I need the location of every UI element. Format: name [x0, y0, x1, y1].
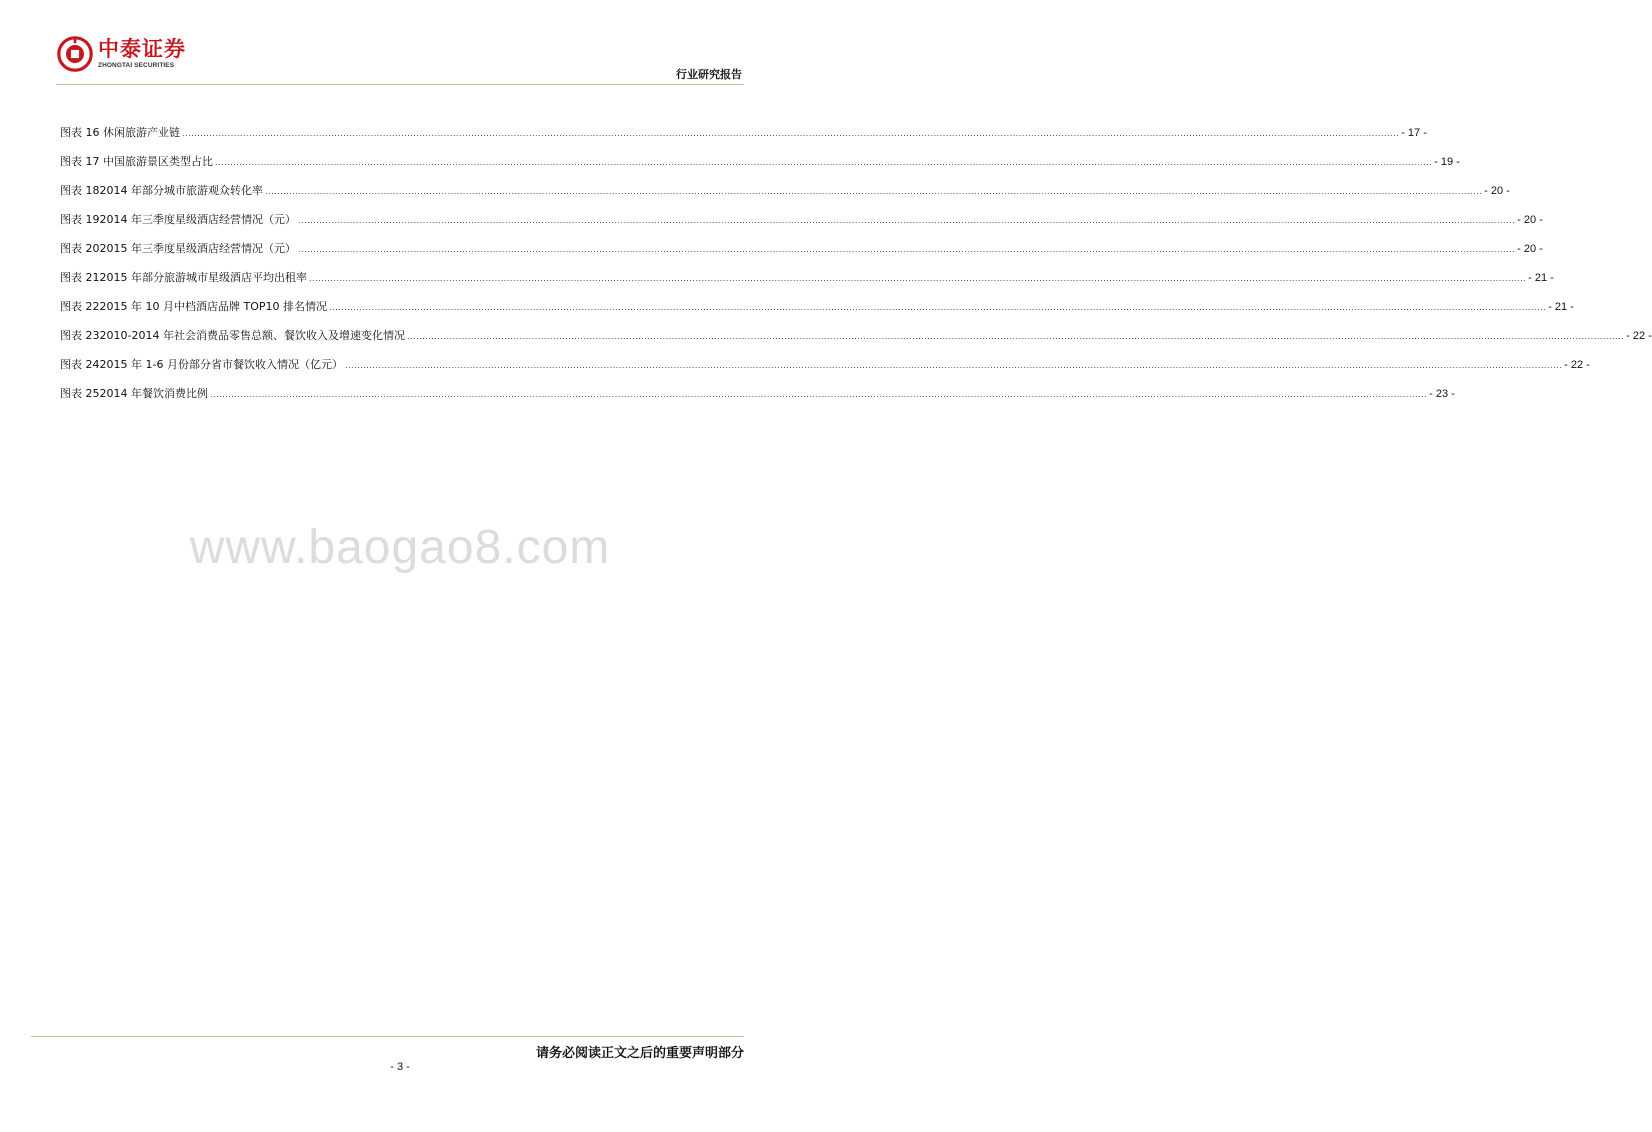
- figure-list-item[interactable]: [60, 298, 1574, 327]
- figure-page: - 22 -: [1564, 359, 1590, 371]
- figure-title: 图表 202015 年三季度星级酒店经营情况（元）: [60, 242, 296, 255]
- figure-title: 图表 212015 年部分旅游城市星级酒店平均出租率: [60, 271, 307, 284]
- figure-title: 图表 192014 年三季度星级酒店经营情况（元）: [60, 213, 296, 226]
- logo-english-name: ZHONGTAI SECURITIES: [98, 61, 175, 69]
- figure-page: - 17 -: [1401, 127, 1427, 139]
- dot-leader: ................................................................................................................................................................................................................................................................................................................................................................................................................: [182, 129, 1400, 138]
- figure-list-item[interactable]: [60, 327, 1652, 356]
- figure-page: - 21 -: [1528, 272, 1554, 284]
- figure-title: 图表 182014 年部分城市旅游观众转化率: [60, 184, 263, 197]
- figure-page: - 22 -: [1626, 330, 1652, 342]
- figure-page: - 19 -: [1434, 156, 1460, 168]
- figure-list-item[interactable]: [60, 269, 1554, 298]
- disclaimer-text: 请务必阅读正文之后的重要声明部分: [535, 1046, 744, 1061]
- dot-leader: ................................................................................................................................................................................................................................................................................................................................................................................................................: [308, 274, 1527, 283]
- logo-chinese-name: 中泰证券: [98, 36, 186, 61]
- figure-page: - 20 -: [1484, 185, 1510, 197]
- dot-leader: ................................................................................................................................................................................................................................................................................................................................................................................................................: [406, 332, 1625, 341]
- figure-page: - 20 -: [1517, 243, 1543, 255]
- zhongtai-logo-icon: [57, 36, 93, 72]
- figure-list-item[interactable]: [60, 153, 1460, 182]
- header-divider: [56, 84, 744, 85]
- report-type-label: 行业研究报告: [676, 68, 742, 81]
- page-number: - 3 -: [390, 1061, 410, 1073]
- figure-list-item[interactable]: [60, 240, 1543, 269]
- figure-list-item[interactable]: [60, 124, 1427, 153]
- figure-page: - 23 -: [1429, 388, 1455, 400]
- dot-leader: ................................................................................................................................................................................................................................................................................................................................................................................................................: [344, 361, 1563, 370]
- figure-list-item[interactable]: [60, 356, 1590, 385]
- figure-title: 图表 222015 年 10 月中档酒店品牌 TOP10 排名情况: [60, 300, 327, 313]
- figure-page: - 20 -: [1517, 214, 1543, 226]
- figure-list-item[interactable]: [60, 211, 1543, 240]
- figure-title: 图表 242015 年 1-6 月份部分省市餐饮收入情况（亿元）: [60, 358, 343, 371]
- figure-list-item[interactable]: [60, 385, 1455, 414]
- dot-leader: ................................................................................................................................................................................................................................................................................................................................................................................................................: [264, 187, 1483, 196]
- footer-divider: [31, 1036, 744, 1037]
- figure-page: - 21 -: [1548, 301, 1574, 313]
- watermark: www.baogao8.com: [189, 521, 611, 574]
- figure-title: 图表 17 中国旅游景区类型占比: [60, 155, 213, 168]
- dot-leader: ................................................................................................................................................................................................................................................................................................................................................................................................................: [297, 245, 1516, 254]
- dot-leader: ................................................................................................................................................................................................................................................................................................................................................................................................................: [328, 303, 1547, 312]
- figure-list-item[interactable]: [60, 182, 1510, 211]
- figure-title: 图表 232010-2014 年社会消费品零售总额、餐饮收入及增速变化情况: [60, 329, 405, 342]
- figure-title: 图表 16 休闲旅游产业链: [60, 126, 180, 139]
- figure-title: 图表 252014 年餐饮消费比例: [60, 387, 208, 400]
- dot-leader: ................................................................................................................................................................................................................................................................................................................................................................................................................: [297, 216, 1516, 225]
- company-logo: [57, 36, 186, 72]
- figure-list: [60, 124, 1652, 414]
- dot-leader: ................................................................................................................................................................................................................................................................................................................................................................................................................: [209, 390, 1428, 399]
- dot-leader: ................................................................................................................................................................................................................................................................................................................................................................................................................: [215, 158, 1433, 167]
